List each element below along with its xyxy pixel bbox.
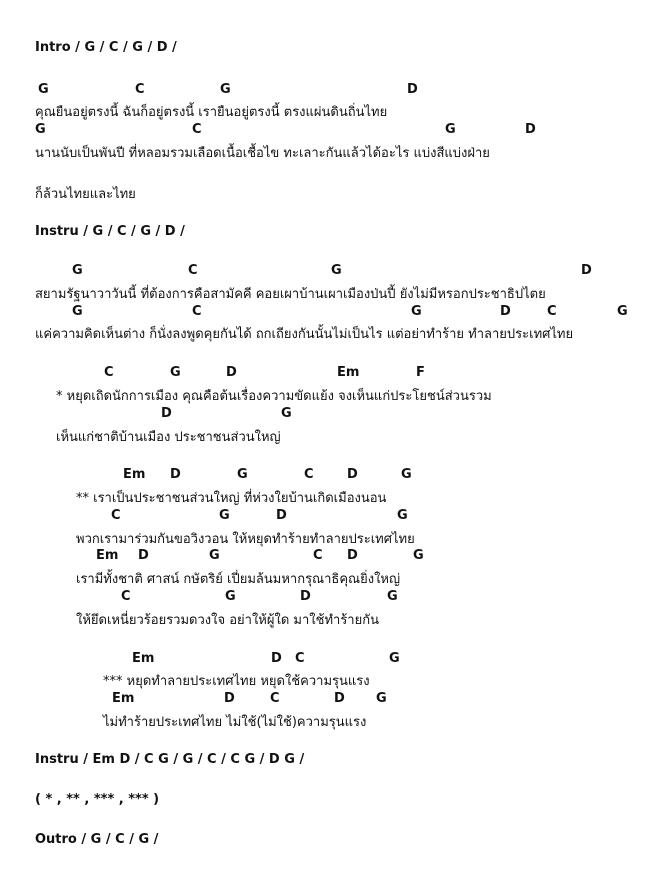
chord-label: Em <box>132 651 155 666</box>
chord-label: D <box>276 508 287 523</box>
chord-label: G <box>225 589 236 604</box>
chord-label: D <box>347 467 358 482</box>
chord-label: D <box>300 589 311 604</box>
lyric-line: ** เราเป็นประชาชนส่วนใหญ่ ที่ห่วงใยบ้านเกิดเมืองนอน <box>76 491 387 506</box>
chord-label: G <box>411 304 422 319</box>
chord-label: C <box>270 691 280 706</box>
chord-label: D <box>581 263 592 278</box>
chord-label: Em <box>112 691 135 706</box>
lyric-line: ไม่ทำร้ายประเทศไทย ไม่ใช้(ไม่ใช้)ความรุนแรง <box>103 715 367 730</box>
chord-label: D <box>407 82 418 97</box>
chord-label: G <box>617 304 628 319</box>
intro-line: Intro / G / C / G / D / <box>35 40 177 55</box>
chord-label: C <box>192 122 202 137</box>
chord-label: G <box>72 304 83 319</box>
chord-label: G <box>170 365 181 380</box>
chord-label: D <box>161 406 172 421</box>
repeat-line: ( * , ** , *** , *** ) <box>35 792 160 807</box>
chord-label: D <box>271 651 282 666</box>
instru-line: Instru / Em D / C G / G / C / C G / D G / <box>35 752 305 767</box>
lyric-line: พวกเรามาร่วมกันขอวิงวอน ให้หยุดทำร้ายทำลายประเทศไทย <box>76 532 415 547</box>
chord-label: C <box>188 263 198 278</box>
chord-label: G <box>237 467 248 482</box>
chord-label: G <box>209 548 220 563</box>
lyric-line: ให้ยึดเหนี่ยวร้อยรวมดวงใจ อย่าให้ผู้ใด มาใช้ทำร้ายกัน <box>76 613 379 628</box>
chord-label: D <box>224 691 235 706</box>
chord-label: D <box>525 122 536 137</box>
chord-label: G <box>35 122 46 137</box>
lyric-line: แค่ความคิดเห็นต่าง ก็นั่งลงพูดคุยกันได้ ถกเถียงกันนั้นไม่เป็นไร แต่อย่าทำร้าย ทำลายประเทศไทย <box>35 327 574 342</box>
chord-label: D <box>138 548 149 563</box>
chord-label: Em <box>337 365 360 380</box>
chord-label: C <box>313 548 323 563</box>
chord-label: G <box>397 508 408 523</box>
chord-label: G <box>331 263 342 278</box>
chord-label: G <box>389 651 400 666</box>
chord-label: Em <box>123 467 146 482</box>
chord-label: D <box>500 304 511 319</box>
lyric-line: คุณยืนอยู่ตรงนี้ ฉันก็อยู่ตรงนี้ เรายืนอยู่ตรงนี้ ตรงแผ่นดินถิ่นไทย <box>35 105 388 120</box>
chord-label: G <box>220 82 231 97</box>
lyric-line: *** หยุดทำลายประเทศไทย หยุดใช้ความรุนแรง <box>103 674 370 689</box>
chord-label: C <box>304 467 314 482</box>
chord-label: Em <box>96 548 119 563</box>
chord-label: C <box>111 508 121 523</box>
chord-label: C <box>121 589 131 604</box>
chord-label: C <box>135 82 145 97</box>
chord-label: G <box>38 82 49 97</box>
chord-label: G <box>387 589 398 604</box>
chord-label: G <box>72 263 83 278</box>
chord-label: D <box>334 691 345 706</box>
chord-label: G <box>401 467 412 482</box>
lyric-line: เห็นแก่ชาติบ้านเมือง ประชาชนส่วนใหญ่ <box>56 430 281 445</box>
lyric-line: นานนับเป็นพันปี ที่หลอมรวมเลือดเนื้อเชื้อไข ทะเลาะกันแล้วได้อะไร แบ่งสีแบ่งฝ่าย <box>35 146 490 161</box>
chord-label: C <box>295 651 305 666</box>
chord-label: D <box>347 548 358 563</box>
chord-label: C <box>192 304 202 319</box>
chord-label: D <box>170 467 181 482</box>
lyric-line: ก็ล้วนไทยและไทย <box>35 187 136 202</box>
chord-label: G <box>376 691 387 706</box>
lyric-line: เรามีทั้งชาติ ศาสน์ กษัตริย์ เปี่ยมล้นมหากรุณาธิคุณยิ่งใหญ่ <box>76 572 401 587</box>
chord-label: C <box>104 365 114 380</box>
chord-label: C <box>547 304 557 319</box>
outro-line: Outro / G / C / G / <box>35 832 159 847</box>
lyric-line: * หยุดเถิดนักการเมือง คุณคือต้นเรื่องความขัดแย้ง จงเห็นแก่ประโยชน์ส่วนรวม <box>56 389 492 404</box>
chord-label: G <box>413 548 424 563</box>
chord-label: G <box>445 122 456 137</box>
chord-label: G <box>281 406 292 421</box>
lyric-line: สยามรัฐนาวาวันนี้ ที่ต้องการคือสามัคคี คอยเผาบ้านเผาเมืองป่นปี้ ยังไม่มีหรอกประชาธิปไตย <box>35 287 546 302</box>
chord-label: G <box>219 508 230 523</box>
chord-label: F <box>416 365 425 380</box>
instru-line: Instru / G / C / G / D / <box>35 224 185 239</box>
chord-label: D <box>226 365 237 380</box>
